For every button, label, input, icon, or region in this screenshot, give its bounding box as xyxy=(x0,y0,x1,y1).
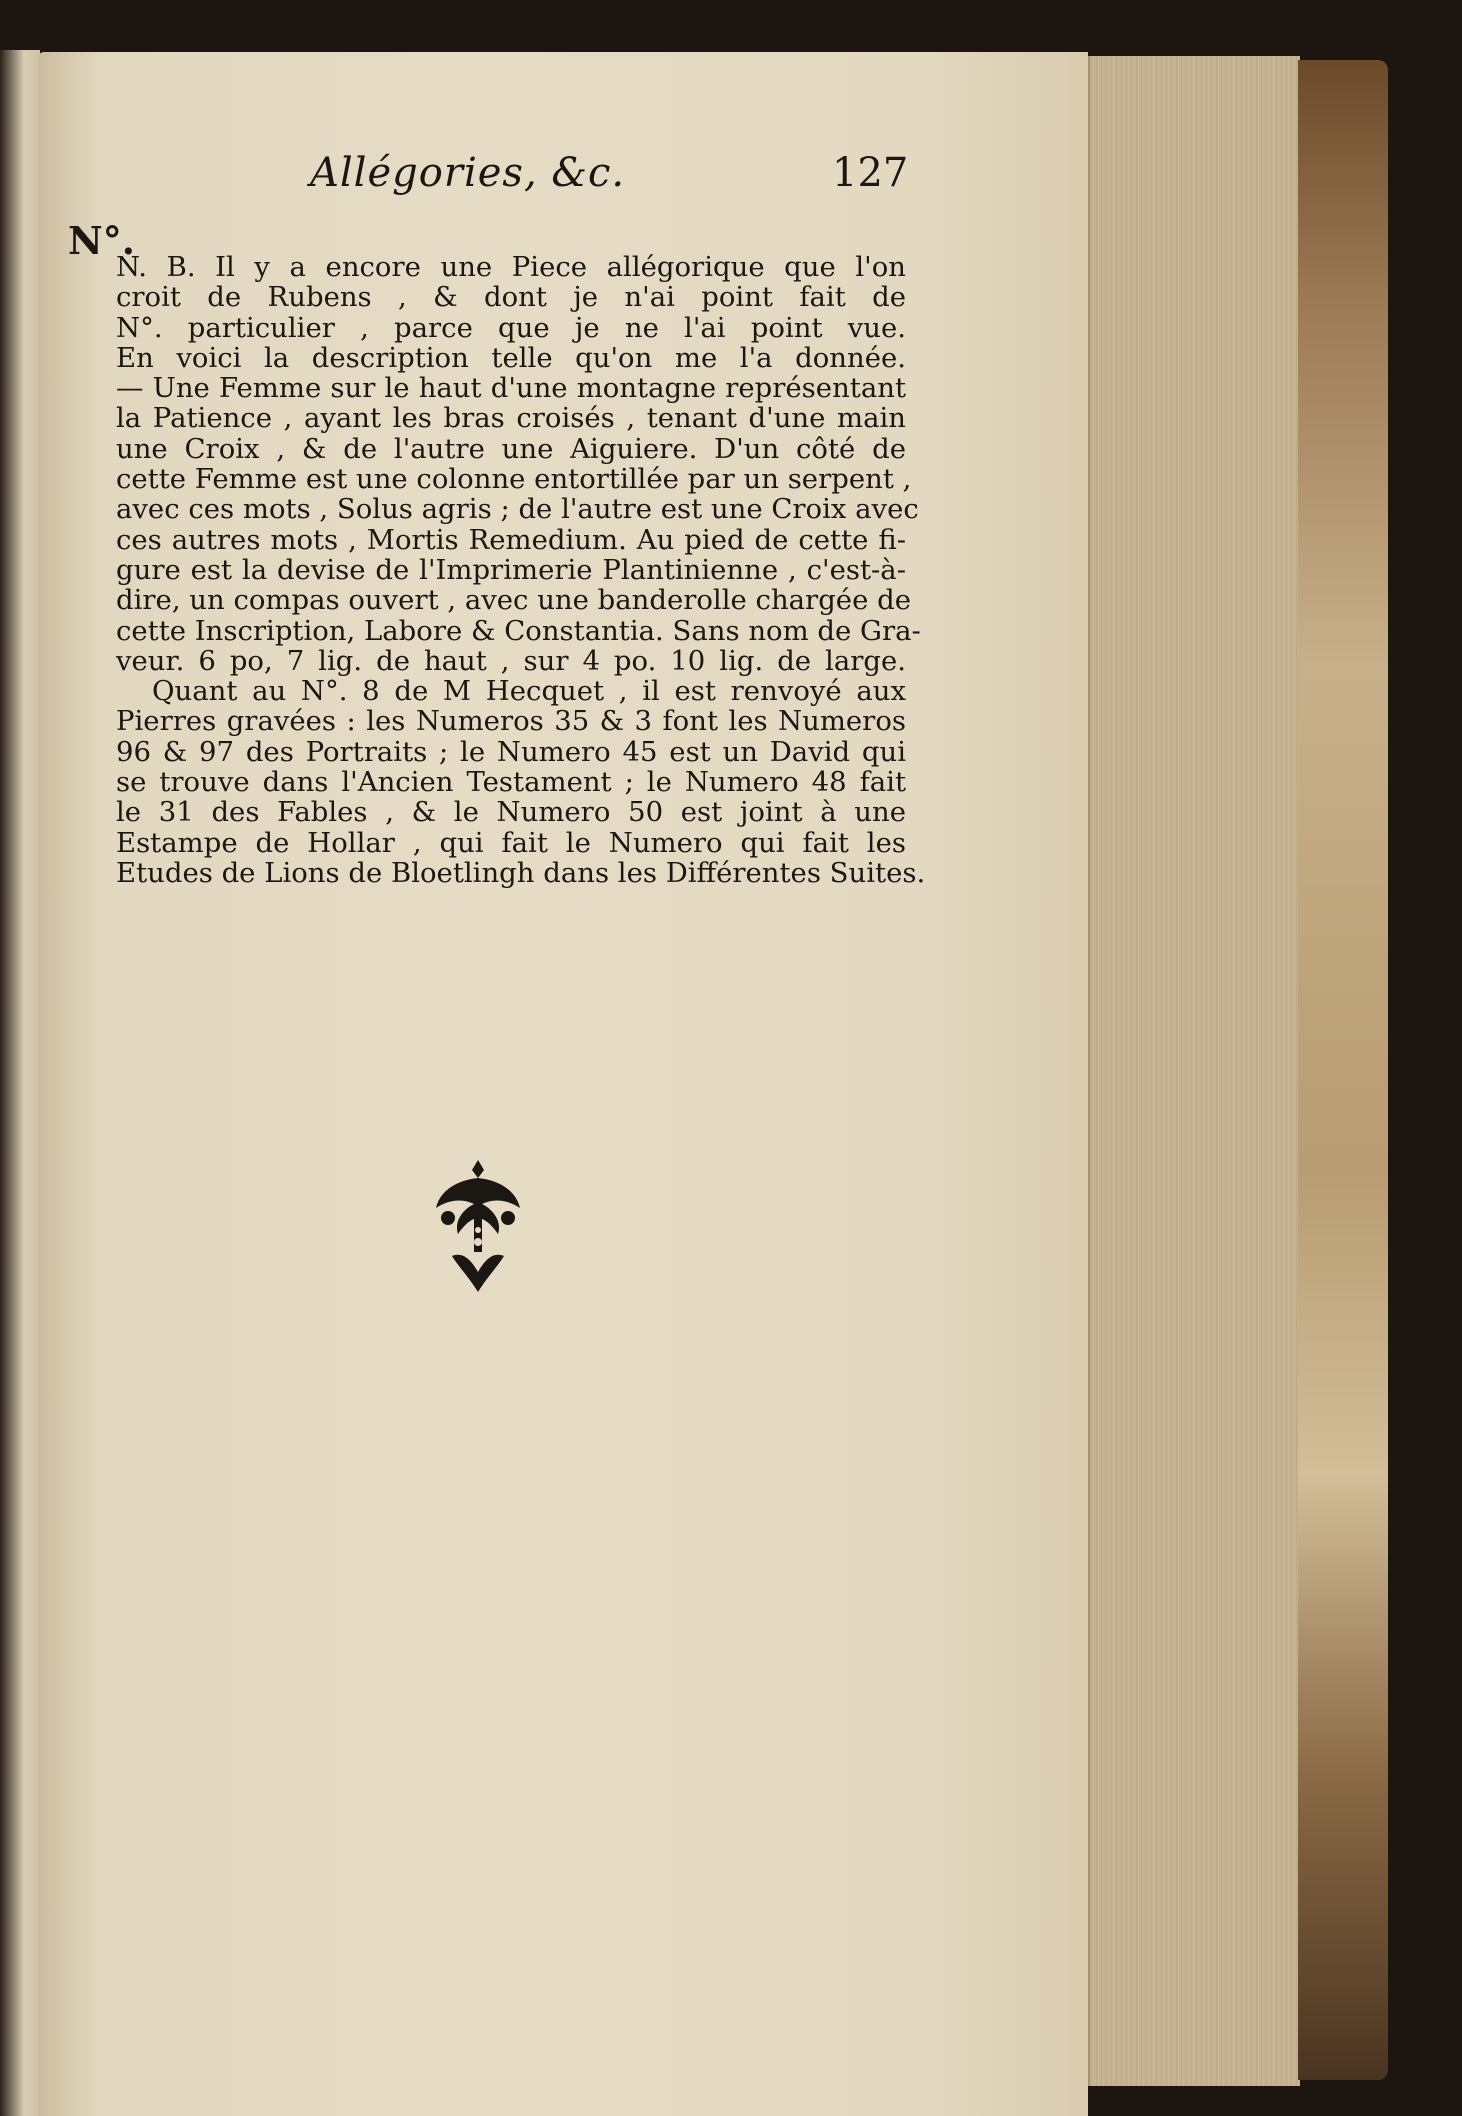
text-line: la Patience , ayant les bras croisés , tenant d'une main xyxy=(116,402,906,435)
text-line: Etudes de Lions de Bloetlingh dans les Différentes Suites. xyxy=(116,856,926,889)
text-line: Quant au N°. 8 de M Hecquet , il est renvoyé aux xyxy=(152,675,906,708)
text-line: veur. 6 po, 7 lig. de haut , sur 4 po. 10 lig. de large. xyxy=(116,644,906,677)
page-edge-stack xyxy=(1088,56,1300,2086)
text-line: croit de Rubens , & dont je n'ai point fait de xyxy=(116,281,906,314)
text-line: cette Inscription, Labore & Constantia. Sans nom de Gra- xyxy=(116,614,921,647)
text-line: N. B. Il y a encore une Piece allégorique que l'on xyxy=(116,251,906,283)
left-page-edge xyxy=(0,50,40,2116)
text-line: gure est la devise de l'Imprimerie Plantinienne , c'est-à- xyxy=(116,553,906,586)
page-number: 127 xyxy=(832,150,909,196)
text-line: cette Femme est une colonne entortillée par un serpent , xyxy=(116,463,912,496)
text-line: Pierres gravées : les Numeros 35 & 3 font les Numeros xyxy=(116,705,906,738)
text-line: — Une Femme sur le haut d'une montagne représentant xyxy=(116,372,906,405)
text-line: une Croix , & de l'autre une Aiguiere. D'un côté de xyxy=(116,432,906,465)
text-line: avec ces mots , Solus agris ; de l'autre est une Croix avec xyxy=(116,493,919,526)
margin-number-mark: N°. xyxy=(68,218,135,263)
fleuron-ornament-icon xyxy=(418,1160,538,1300)
text-line: N°. particulier , parce que je ne l'ai point vue. xyxy=(116,311,906,344)
text-line: Estampe de Hollar , qui fait le Numero qui fait les xyxy=(116,826,906,859)
body-text xyxy=(116,251,926,889)
book-cover-edge xyxy=(1298,60,1388,2080)
text-line: se trouve dans l'Ancien Testament ; le Numero 48 fait xyxy=(116,766,906,799)
running-head: Allégories, &c. xyxy=(310,150,626,196)
text-line: dire, un compas ouvert , avec une banderolle chargée de xyxy=(116,584,911,617)
text-line: 96 & 97 des Portraits ; le Numero 45 est un David qui xyxy=(116,735,906,768)
text-line: le 31 des Fables , & le Numero 50 est joint à une xyxy=(116,796,906,829)
text-line: En voici la description telle qu'on me l'a donnée. xyxy=(116,341,906,374)
text-line: ces autres mots , Mortis Remedium. Au pied de cette fi- xyxy=(116,523,906,556)
